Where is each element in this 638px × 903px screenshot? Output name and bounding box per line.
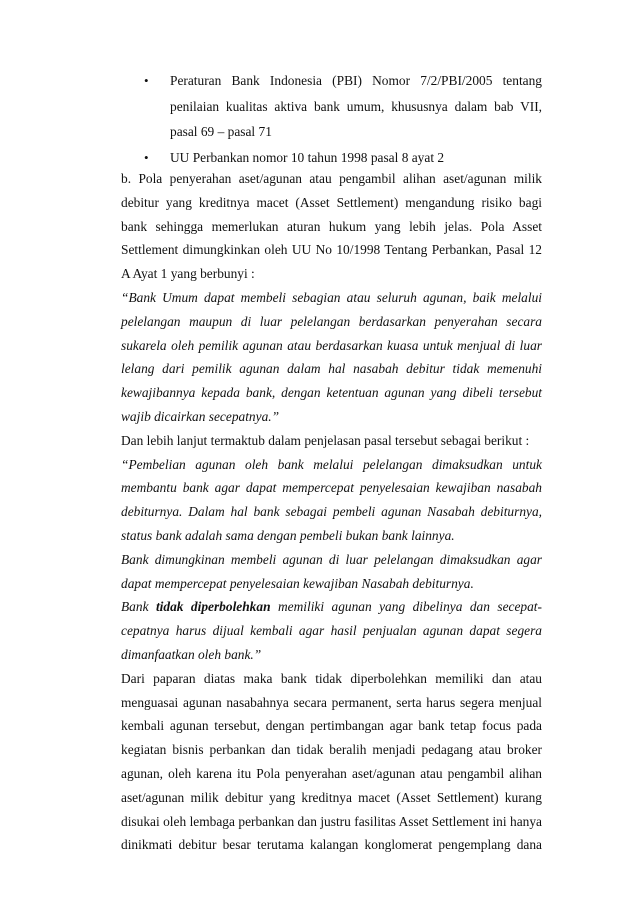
bullet-text: Peraturan Bank Indonesia (PBI) Nomor 7/2/PBI/2005 tentang penilaian kualitas aktiva bank umum, khususnya dalam bab VII, pasal 69 – pasal 71	[170, 73, 542, 139]
quote-text-start: Bank	[121, 599, 156, 615]
bullet-icon: •	[144, 149, 149, 165]
quote-pasal-12a: “Bank Umum dapat membeli sebagian atau seluruh agunan, baik melalui pelelangan maupun di luar pelelangan berdasarkan penyerahan secara sukarela oleh pemilik agunan atau berdasarkan kuasa untuk menjual di luar lelang dari pemilik agunan dalam hal nasabah debitur tidak memenuhi kewajibannya kepada bank, dengan ketentuan agunan yang dibeli tersebut wajib dicairkan secepatnya.”	[121, 289, 542, 424]
paragraph-conclusion: Dari paparan diatas maka bank tidak diperbolehkan memiliki dan atau menguasai agunan nasabahnya secara permanent, serta harus segera menjual kembali agunan tersebut, dengan pertimbangan agar bank tetap focus pada kegiatan bisnis perbankan dan tidak beralih menjadi pedagang atau broker agunan, oleh karena itu Pola penyerahan aset/agunan atau pengambil alihan aset/agunan milik debitur yang kreditnya macet (Asset Settlement) kurang disukai oleh lembaga perbankan dan justru fasilitas Asset Settlement ini hanya dinikmati debitur besar terutama kalangan konglomerat pengemplang dana	[121, 670, 542, 853]
paragraph-point-b: b. Pola penyerahan aset/agunan atau pengambil alihan aset/agunan milik debitur yang kreditnya macet (Asset Settlement) mengandung risiko bagi bank sehingga memerlukan aturan hukum yang lebih jelas. Pola Asset Settlement dimungkinkan oleh UU No 10/1998 Tentang Perbankan, Pasal 12 A Ayat 1 yang berbunyi :	[121, 171, 542, 282]
quote-penjelasan-3	[121, 595, 542, 666]
bullet-item-pbi	[144, 68, 542, 145]
bullet-icon: •	[144, 73, 149, 88]
bullet-list	[144, 68, 542, 170]
document-body	[121, 167, 542, 857]
quote-text-end: memiliki agunan yang dibelinya dan secepat-cepatnya harus dijual kembali agar hasil penjualan agunan dapat segera dimanfaatkan oleh bank.”	[121, 599, 542, 662]
quote-penjelasan-1: “Pembelian agunan oleh bank melalui pelelangan dimaksudkan untuk membantu bank agar dapat mempercepat penyelesaian kewajiban nasabah debiturnya. Dalam hal bank sebagai pembeli agunan Nasabah debiturnya, status bank adalah sama dengan pembeli bukan bank lainnya.	[121, 456, 542, 543]
quote-penjelasan-2: Bank dimungkinan membeli agunan di luar pelelangan dimaksudkan agar dapat mempercepat penyelesaian kewajiban Nasabah debiturnya.	[121, 551, 542, 591]
bullet-text: UU Perbankan nomor 10 tahun 1998 pasal 8 ayat 2	[170, 149, 445, 165]
paragraph-intro-penjelasan: Dan lebih lanjut termaktub dalam penjelasan pasal tersebut sebagai berikut :	[121, 432, 530, 448]
quote-emphasis: tidak diperbolehkan	[155, 599, 271, 615]
